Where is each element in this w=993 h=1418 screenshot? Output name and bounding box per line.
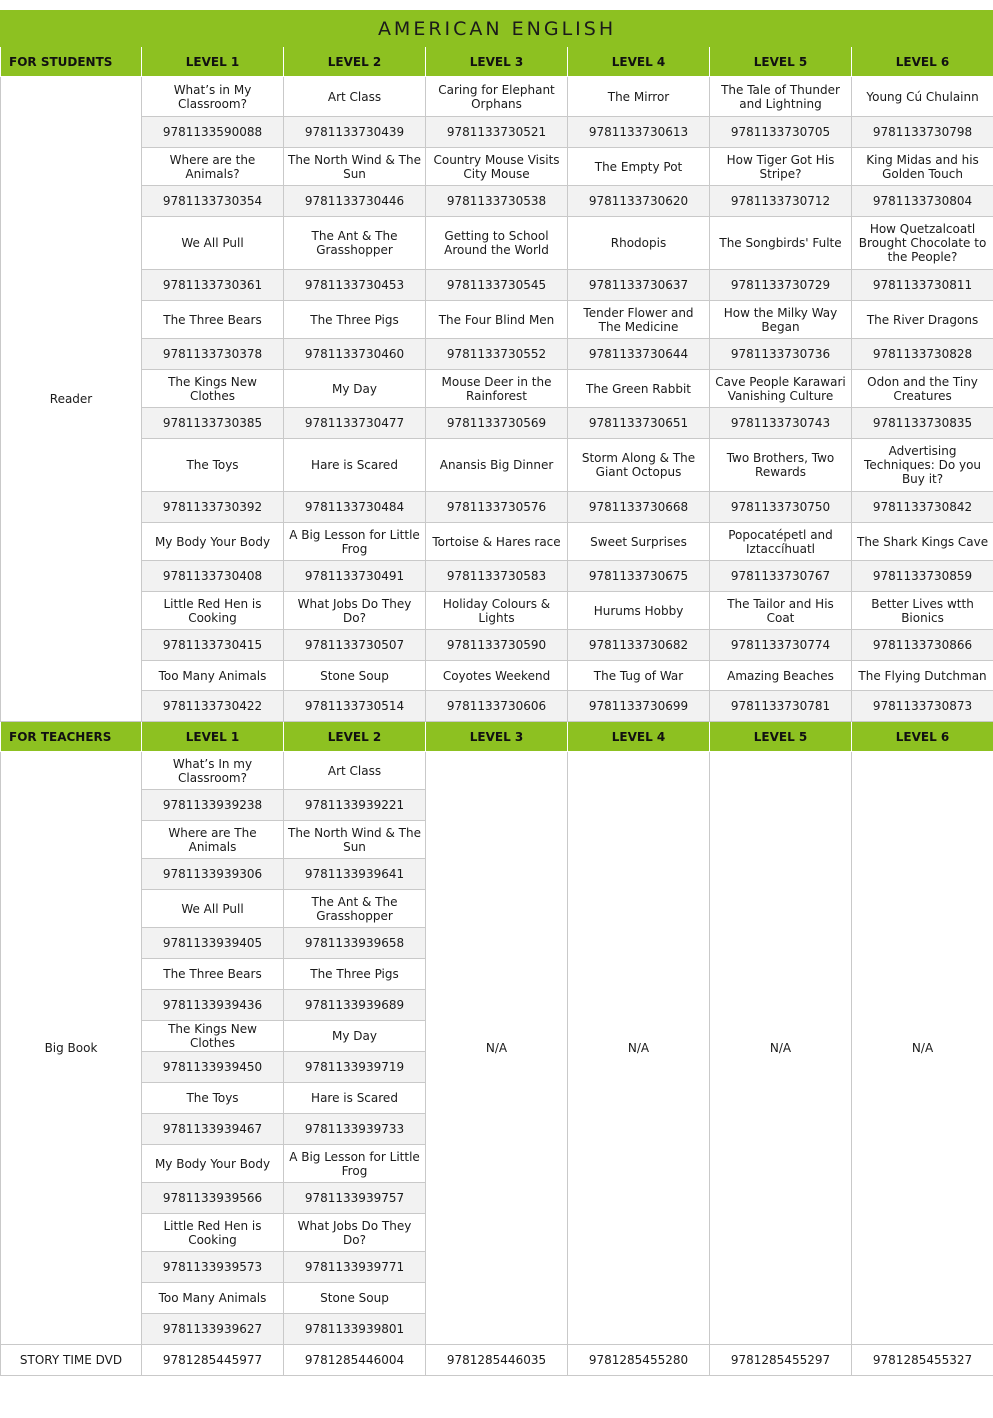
book-title: Caring for Elephant Orphans [426, 77, 568, 117]
table-row [1, 592, 993, 630]
isbn-value: 9781133939641 [284, 859, 426, 890]
isbn-value: 9781133730873 [852, 691, 993, 722]
isbn-value: 9781133939450 [142, 1052, 284, 1083]
table-row [1, 691, 993, 722]
isbn-value: 9781285455280 [568, 1345, 710, 1376]
isbn-value: 9781133939801 [284, 1314, 426, 1345]
book-title: Where are The Animals [142, 821, 284, 859]
isbn-value: 9781133730804 [852, 186, 993, 217]
isbn-value: 9781285455297 [710, 1345, 852, 1376]
isbn-value: 9781133730378 [142, 339, 284, 370]
book-title: Country Mouse Visits City Mouse [426, 148, 568, 186]
table-row [1, 148, 993, 186]
book-title: Tortoise & Hares race [426, 523, 568, 561]
book-title: The Mirror [568, 77, 710, 117]
table-row [1, 270, 993, 301]
isbn-value: 9781133939689 [284, 990, 426, 1021]
level-header: LEVEL 3 [426, 722, 568, 752]
isbn-value: 9781133730514 [284, 691, 426, 722]
book-title: The Kings New Clothes [142, 1021, 284, 1052]
book-title: Too Many Animals [142, 1283, 284, 1314]
isbn-value: 9781133730781 [710, 691, 852, 722]
book-title: How Tiger Got His Stripe? [710, 148, 852, 186]
isbn-value: 9781133730620 [568, 186, 710, 217]
level-header: LEVEL 5 [710, 47, 852, 77]
isbn-value: 9781285446035 [426, 1345, 568, 1376]
isbn-value: 9781133730675 [568, 561, 710, 592]
students-header: FOR STUDENTS [1, 47, 142, 77]
book-title: What’s in My Classroom? [142, 77, 284, 117]
book-title: The Empty Pot [568, 148, 710, 186]
isbn-value: 9781133730361 [142, 270, 284, 301]
level-header: LEVEL 6 [852, 722, 993, 752]
book-title: Cave People Karawari Vanishing Culture [710, 370, 852, 408]
isbn-value: 9781133730507 [284, 630, 426, 661]
book-title: What Jobs Do They Do? [284, 592, 426, 630]
book-title: Little Red Hen is Cooking [142, 1214, 284, 1252]
isbn-value: 9781133730385 [142, 408, 284, 439]
book-title: Holiday Colours & Lights [426, 592, 568, 630]
book-title: My Day [284, 370, 426, 408]
isbn-value: 9781133939573 [142, 1252, 284, 1283]
book-title: What’s In my Classroom? [142, 752, 284, 790]
book-title: The Three Pigs [284, 959, 426, 990]
book-title: The Tale of Thunder and Lightning [710, 77, 852, 117]
isbn-value: 9781285455327 [852, 1345, 993, 1376]
isbn-value: 9781133730521 [426, 117, 568, 148]
book-title: Storm Along & The Giant Octopus [568, 439, 710, 492]
book-title: Sweet Surprises [568, 523, 710, 561]
isbn-value: 9781133730736 [710, 339, 852, 370]
isbn-value: 9781133730767 [710, 561, 852, 592]
reader-label: Reader [1, 77, 142, 722]
book-title: Odon and the Tiny Creatures [852, 370, 993, 408]
isbn-value: 9781133939627 [142, 1314, 284, 1345]
catalog-table [0, 10, 993, 1376]
book-title: Stone Soup [284, 1283, 426, 1314]
book-title: Rhodopis [568, 217, 710, 270]
book-title: Little Red Hen is Cooking [142, 592, 284, 630]
isbn-value: 9781133730699 [568, 691, 710, 722]
book-title: The Toys [142, 1083, 284, 1114]
table-row [1, 217, 993, 270]
isbn-value: 9781133939757 [284, 1183, 426, 1214]
isbn-value: 9781133730477 [284, 408, 426, 439]
table-row [1, 661, 993, 691]
table-row [1, 1345, 993, 1376]
table-row [1, 301, 993, 339]
table-row [1, 370, 993, 408]
isbn-value: 9781133939221 [284, 790, 426, 821]
book-title: My Body Your Body [142, 523, 284, 561]
level-header: LEVEL 5 [710, 722, 852, 752]
book-title: Hare is Scared [284, 1083, 426, 1114]
isbn-value: 9781133730644 [568, 339, 710, 370]
table-row [1, 339, 993, 370]
table-row [1, 439, 993, 492]
isbn-value: 9781133939658 [284, 928, 426, 959]
book-title: The Tug of War [568, 661, 710, 691]
book-title: Where are the Animals? [142, 148, 284, 186]
big-book-label: Big Book [1, 752, 142, 1345]
book-title: My Day [284, 1021, 426, 1052]
isbn-value: 9781133730705 [710, 117, 852, 148]
book-title: The Three Pigs [284, 301, 426, 339]
book-title: The Toys [142, 439, 284, 492]
book-title: Amazing Beaches [710, 661, 852, 691]
isbn-value: 9781133730583 [426, 561, 568, 592]
book-title: Better Lives wtth Bionics [852, 592, 993, 630]
isbn-value: 9781133939436 [142, 990, 284, 1021]
book-title: We All Pull [142, 890, 284, 928]
isbn-value: 9781133730439 [284, 117, 426, 148]
isbn-value: 9781133730743 [710, 408, 852, 439]
table-row [1, 408, 993, 439]
isbn-value: 9781133730668 [568, 492, 710, 523]
isbn-value: 9781133730613 [568, 117, 710, 148]
isbn-value: 9781133730491 [284, 561, 426, 592]
book-title: Mouse Deer in the Rainforest [426, 370, 568, 408]
not-available: N/A [852, 752, 993, 1345]
table-row [1, 752, 993, 790]
isbn-value: 9781133730392 [142, 492, 284, 523]
isbn-value: 9781133730590 [426, 630, 568, 661]
book-title: The Kings New Clothes [142, 370, 284, 408]
book-title: Coyotes Weekend [426, 661, 568, 691]
book-title: Too Many Animals [142, 661, 284, 691]
book-title: Two Brothers, Two Rewards [710, 439, 852, 492]
isbn-value: 9781133730651 [568, 408, 710, 439]
table-title: AMERICAN ENGLISH [1, 11, 993, 47]
isbn-value: 9781133730606 [426, 691, 568, 722]
not-available: N/A [710, 752, 852, 1345]
isbn-value: 9781133939467 [142, 1114, 284, 1145]
isbn-value: 9781133939566 [142, 1183, 284, 1214]
level-header: LEVEL 4 [568, 722, 710, 752]
level-header: LEVEL 2 [284, 47, 426, 77]
isbn-value: 9781133730453 [284, 270, 426, 301]
book-title: Anansis Big Dinner [426, 439, 568, 492]
book-title: Tender Flower and The Medicine [568, 301, 710, 339]
book-title: The Flying Dutchman [852, 661, 993, 691]
book-title: The North Wind & The Sun [284, 821, 426, 859]
isbn-value: 9781133730569 [426, 408, 568, 439]
isbn-value: 9781133939238 [142, 790, 284, 821]
isbn-value: 9781133730552 [426, 339, 568, 370]
book-title: The River Dragons [852, 301, 993, 339]
book-title: King Midas and his Golden Touch [852, 148, 993, 186]
isbn-value: 9781133939771 [284, 1252, 426, 1283]
book-title: The Ant & The Grasshopper [284, 217, 426, 270]
isbn-value: 9781133730484 [284, 492, 426, 523]
isbn-value: 9781133730835 [852, 408, 993, 439]
book-title: Hare is Scared [284, 439, 426, 492]
book-title: Getting to School Around the World [426, 217, 568, 270]
isbn-value: 9781133730545 [426, 270, 568, 301]
book-title: How the Milky Way Began [710, 301, 852, 339]
book-title: The Shark Kings Cave [852, 523, 993, 561]
book-title: Young Cú Chulainn [852, 77, 993, 117]
isbn-value: 9781285446004 [284, 1345, 426, 1376]
table-row [1, 561, 993, 592]
isbn-value: 9781133730415 [142, 630, 284, 661]
table-row [1, 630, 993, 661]
level-header: LEVEL 6 [852, 47, 993, 77]
book-title: The Green Rabbit [568, 370, 710, 408]
isbn-value: 9781133730729 [710, 270, 852, 301]
isbn-value: 9781133730774 [710, 630, 852, 661]
book-title: The Ant & The Grasshopper [284, 890, 426, 928]
level-header: LEVEL 1 [142, 722, 284, 752]
book-title: The Four Blind Men [426, 301, 568, 339]
table-row [1, 523, 993, 561]
isbn-value: 9781133730712 [710, 186, 852, 217]
dvd-label: STORY TIME DVD [1, 1345, 142, 1376]
isbn-value: 9781133730354 [142, 186, 284, 217]
book-title: The Tailor and His Coat [710, 592, 852, 630]
isbn-value: 9781133730538 [426, 186, 568, 217]
isbn-value: 9781133730460 [284, 339, 426, 370]
level-header: LEVEL 3 [426, 47, 568, 77]
isbn-value: 9781133730408 [142, 561, 284, 592]
level-header: LEVEL 4 [568, 47, 710, 77]
level-header: LEVEL 2 [284, 722, 426, 752]
table-row [1, 492, 993, 523]
isbn-value: 9781285445977 [142, 1345, 284, 1376]
book-title: The North Wind & The Sun [284, 148, 426, 186]
isbn-value: 9781133730811 [852, 270, 993, 301]
table-row [1, 77, 993, 117]
table-row [1, 186, 993, 217]
isbn-value: 9781133590088 [142, 117, 284, 148]
not-available: N/A [426, 752, 568, 1345]
isbn-value: 9781133730682 [568, 630, 710, 661]
book-title: We All Pull [142, 217, 284, 270]
isbn-value: 9781133730828 [852, 339, 993, 370]
book-title: Art Class [284, 752, 426, 790]
book-title: The Songbirds' Fulte [710, 217, 852, 270]
book-title: The Three Bears [142, 959, 284, 990]
book-title: A Big Lesson for Little Frog [284, 1145, 426, 1183]
not-available: N/A [568, 752, 710, 1345]
book-title: What Jobs Do They Do? [284, 1214, 426, 1252]
isbn-value: 9781133730637 [568, 270, 710, 301]
level-header: LEVEL 1 [142, 47, 284, 77]
isbn-value: 9781133939719 [284, 1052, 426, 1083]
book-title: Advertising Techniques: Do you Buy it? [852, 439, 993, 492]
book-title: A Big Lesson for Little Frog [284, 523, 426, 561]
isbn-value: 9781133730446 [284, 186, 426, 217]
isbn-value: 9781133939405 [142, 928, 284, 959]
isbn-value: 9781133730842 [852, 492, 993, 523]
book-title: Hurums Hobby [568, 592, 710, 630]
book-title: Stone Soup [284, 661, 426, 691]
book-title: My Body Your Body [142, 1145, 284, 1183]
book-title: The Three Bears [142, 301, 284, 339]
book-title: Art Class [284, 77, 426, 117]
isbn-value: 9781133730866 [852, 630, 993, 661]
isbn-value: 9781133730798 [852, 117, 993, 148]
isbn-value: 9781133939733 [284, 1114, 426, 1145]
book-title: Popocatépetl and Iztaccíhuatl [710, 523, 852, 561]
isbn-value: 9781133730422 [142, 691, 284, 722]
isbn-value: 9781133730859 [852, 561, 993, 592]
isbn-value: 9781133939306 [142, 859, 284, 890]
book-title: How Quetzalcoatl Brought Chocolate to the People? [852, 217, 993, 270]
teachers-header: FOR TEACHERS [1, 722, 142, 752]
isbn-value: 9781133730750 [710, 492, 852, 523]
table-row [1, 117, 993, 148]
isbn-value: 9781133730576 [426, 492, 568, 523]
